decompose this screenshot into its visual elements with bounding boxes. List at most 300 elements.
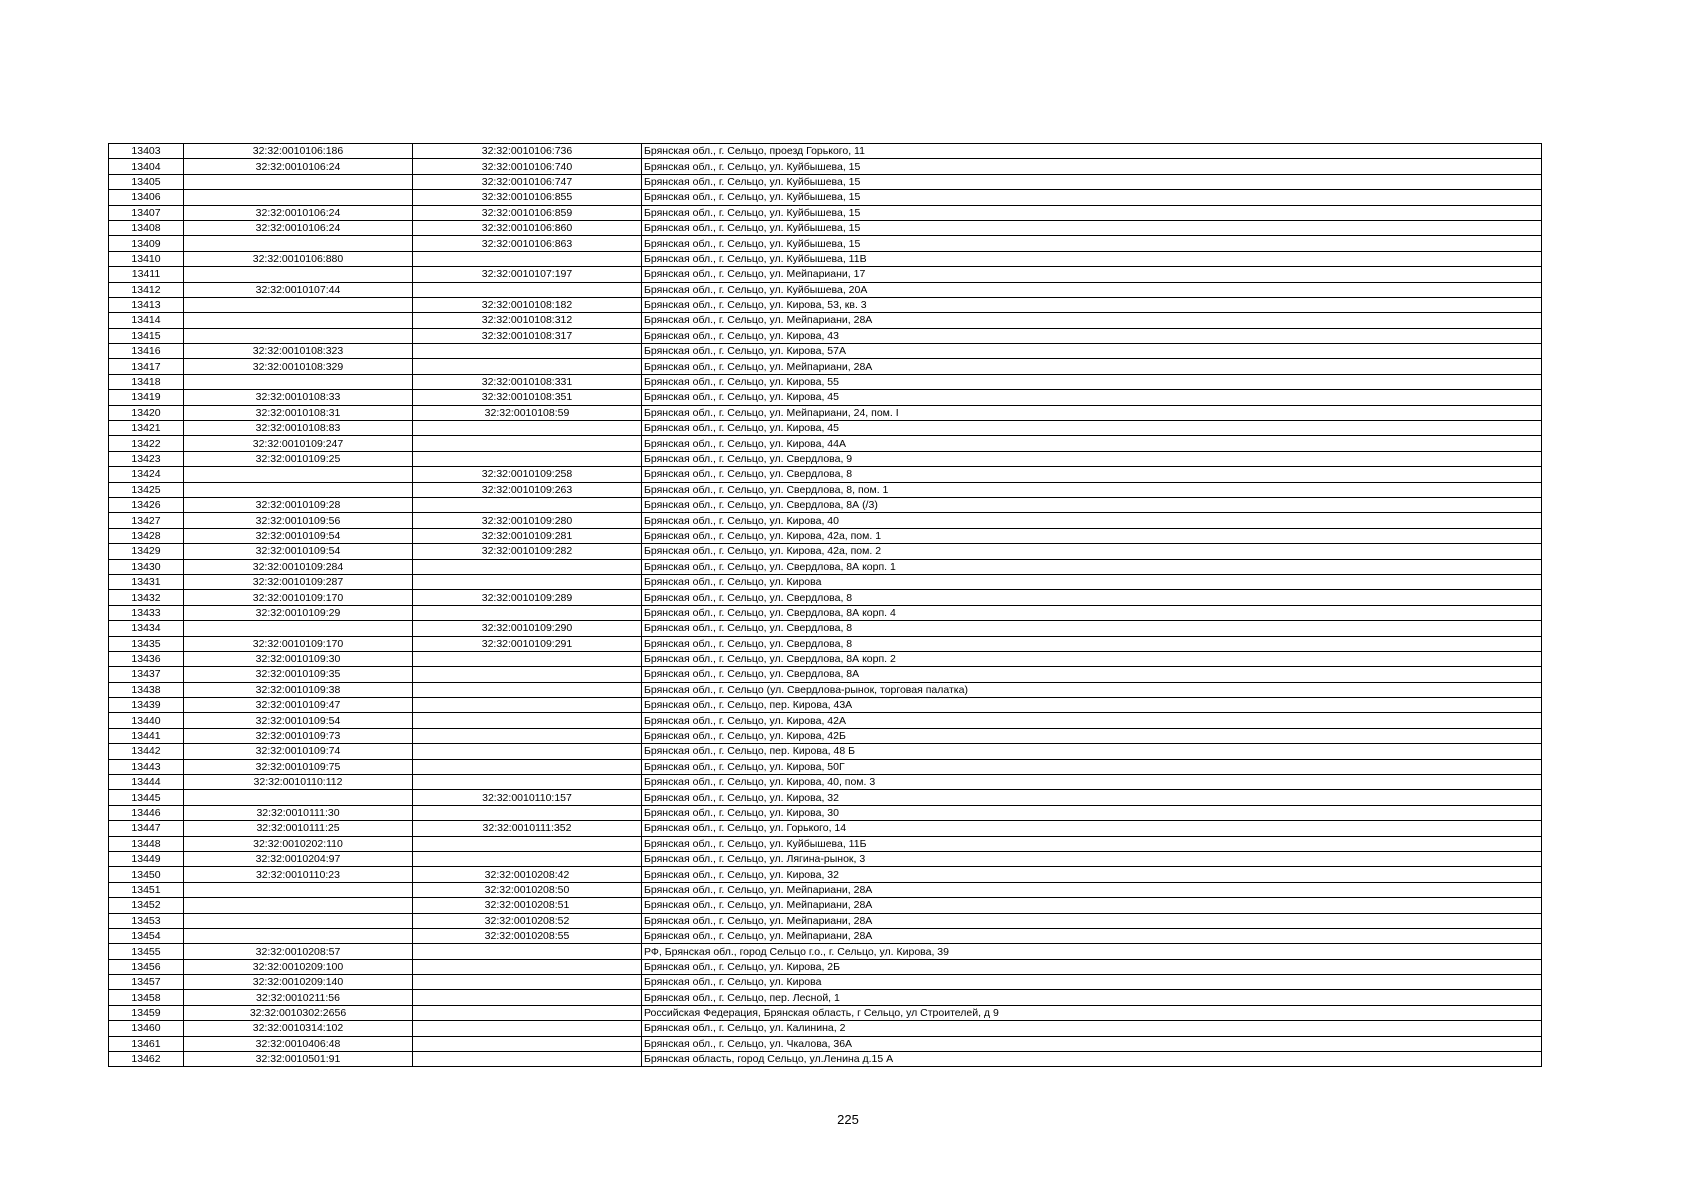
related-cadastral-number-cell: 32:32:0010208:51 [413,898,642,913]
address-cell: Брянская обл., г. Сельцо, ул. Куйбышева, 15 [642,236,1542,251]
table-row [109,482,1542,497]
address-cell: Брянская обл., г. Сельцо, ул. Кирова, 55 [642,374,1542,389]
related-cadastral-number-cell: 32:32:0010109:258 [413,467,642,482]
address-cell: Брянская обл., г. Сельцо, ул. Куйбышева, 11Б [642,836,1542,851]
row-number-cell: 13461 [109,1036,184,1051]
related-cadastral-number-cell: 32:32:0010108:182 [413,297,642,312]
table-row [109,867,1542,882]
table-row [109,205,1542,220]
address-cell: Брянская обл., г. Сельцо, ул. Свердлова, 8 [642,621,1542,636]
row-number-cell: 13445 [109,790,184,805]
row-number-cell: 13420 [109,405,184,420]
address-cell: Брянская обл., г. Сельцо, ул. Куйбышева, 15 [642,190,1542,205]
table-row [109,451,1542,466]
table-row [109,159,1542,174]
row-number-cell: 13448 [109,836,184,851]
row-number-cell: 13459 [109,1005,184,1020]
row-number-cell: 13412 [109,282,184,297]
address-cell: Брянская обл., г. Сельцо, ул. Мейпариани, 24, пом. I [642,405,1542,420]
cadastral-number-cell: 32:32:0010109:284 [184,559,413,574]
related-cadastral-number-cell: 32:32:0010208:55 [413,928,642,943]
address-cell: Брянская обл., г. Сельцо, пер. Кирова, 48 Б [642,744,1542,759]
table-row [109,759,1542,774]
related-cadastral-number-cell: 32:32:0010108:317 [413,328,642,343]
related-cadastral-number-cell: 32:32:0010109:282 [413,544,642,559]
related-cadastral-number-cell [413,944,642,959]
row-number-cell: 13436 [109,651,184,666]
cadastral-number-cell: 32:32:0010109:75 [184,759,413,774]
address-cell: Российская Федерация, Брянская область, г Сельцо, ул Строителей, д 9 [642,1005,1542,1020]
cadastral-number-cell: 32:32:0010109:54 [184,528,413,543]
cadastral-number-cell: 32:32:0010111:25 [184,821,413,836]
address-cell: Брянская обл., г. Сельцо, ул. Свердлова, 8А корп. 4 [642,605,1542,620]
cadastral-number-cell: 32:32:0010501:91 [184,1052,413,1067]
row-number-cell: 13411 [109,267,184,282]
cadastral-number-cell [184,790,413,805]
address-cell: Брянская обл., г. Сельцо, ул. Куйбышева, 20А [642,282,1542,297]
cadastral-number-cell [184,482,413,497]
address-cell: Брянская обл., г. Сельцо, ул. Кирова, 45 [642,390,1542,405]
related-cadastral-number-cell: 32:32:0010106:863 [413,236,642,251]
related-cadastral-number-cell: 32:32:0010110:157 [413,790,642,805]
cadastral-number-cell: 32:32:0010109:35 [184,667,413,682]
row-number-cell: 13455 [109,944,184,959]
row-number-cell: 13423 [109,451,184,466]
address-cell: Брянская обл., г. Сельцо, ул. Свердлова, 8 [642,590,1542,605]
row-number-cell: 13442 [109,744,184,759]
table-row [109,574,1542,589]
row-number-cell: 13429 [109,544,184,559]
row-number-cell: 13453 [109,913,184,928]
row-number-cell: 13404 [109,159,184,174]
table-row [109,220,1542,235]
table-row [109,805,1542,820]
table-row [109,1021,1542,1036]
address-cell: Брянская обл., г. Сельцо, ул. Свердлова, 8А корп. 1 [642,559,1542,574]
row-number-cell: 13434 [109,621,184,636]
address-cell: Брянская обл., г. Сельцо, ул. Свердлова, 8, пом. 1 [642,482,1542,497]
related-cadastral-number-cell: 32:32:0010106:859 [413,205,642,220]
address-cell: Брянская обл., г. Сельцо, ул. Свердлова, 8 [642,467,1542,482]
cadastral-number-cell: 32:32:0010110:112 [184,775,413,790]
related-cadastral-number-cell [413,436,642,451]
cadastral-number-cell: 32:32:0010106:186 [184,144,413,159]
address-cell: Брянская обл., г. Сельцо, ул. Кирова, 42А [642,713,1542,728]
table-row [109,344,1542,359]
related-cadastral-number-cell [413,682,642,697]
table-row [109,467,1542,482]
address-cell: Брянская обл., г. Сельцо, ул. Кирова [642,574,1542,589]
address-cell: Брянская обл., г. Сельцо, ул. Мейпариани, 28А [642,928,1542,943]
address-cell: Брянская обл., г. Сельцо, ул. Мейпариани, 28А [642,913,1542,928]
related-cadastral-number-cell [413,728,642,743]
table-row [109,790,1542,805]
row-number-cell: 13446 [109,805,184,820]
address-cell: Брянская обл., г. Сельцо, ул. Кирова [642,975,1542,990]
table-row [109,698,1542,713]
table-row [109,1052,1542,1067]
cadastral-number-cell: 32:32:0010109:247 [184,436,413,451]
table-row [109,621,1542,636]
table-row [109,821,1542,836]
cadastral-number-cell: 32:32:0010108:329 [184,359,413,374]
address-cell: Брянская обл., г. Сельцо, ул. Мейпариани, 28А [642,882,1542,897]
row-number-cell: 13427 [109,513,184,528]
address-cell: Брянская обл., г. Сельцо, ул. Мейпариани, 28А [642,359,1542,374]
related-cadastral-number-cell: 32:32:0010208:42 [413,867,642,882]
table-row [109,744,1542,759]
related-cadastral-number-cell [413,744,642,759]
table-row [109,251,1542,266]
address-cell: Брянская обл., г. Сельцо, ул. Кирова, 2Б [642,959,1542,974]
table-row [109,513,1542,528]
row-number-cell: 13438 [109,682,184,697]
related-cadastral-number-cell [413,713,642,728]
cadastral-number-cell: 32:32:0010209:140 [184,975,413,990]
cadastral-number-cell [184,267,413,282]
cadastral-number-cell: 32:32:0010108:323 [184,344,413,359]
page-number: 225 [837,1112,859,1127]
related-cadastral-number-cell [413,1036,642,1051]
related-cadastral-number-cell: 32:32:0010108:59 [413,405,642,420]
related-cadastral-number-cell [413,605,642,620]
address-cell: Брянская обл., г. Сельцо, ул. Куйбышева, 15 [642,159,1542,174]
related-cadastral-number-cell [413,1052,642,1067]
related-cadastral-number-cell [413,975,642,990]
cadastral-number-cell: 32:32:0010109:54 [184,713,413,728]
related-cadastral-number-cell: 32:32:0010108:331 [413,374,642,389]
address-cell: Брянская обл., г. Сельцо, ул. Калинина, 2 [642,1021,1542,1036]
related-cadastral-number-cell [413,497,642,512]
row-number-cell: 13418 [109,374,184,389]
table-row [109,990,1542,1005]
address-cell: Брянская обл., г. Сельцо, ул. Кирова, 42а, пом. 2 [642,544,1542,559]
cadastral-number-cell: 32:32:0010107:44 [184,282,413,297]
row-number-cell: 13422 [109,436,184,451]
address-cell: Брянская обл., г. Сельцо, ул. Чкалова, 36А [642,1036,1542,1051]
address-cell: Брянская обл., г. Сельцо, ул. Кирова, 32 [642,790,1542,805]
cadastral-number-cell: 32:32:0010109:38 [184,682,413,697]
row-number-cell: 13462 [109,1052,184,1067]
row-number-cell: 13458 [109,990,184,1005]
cadastral-number-cell: 32:32:0010106:880 [184,251,413,266]
table-row [109,421,1542,436]
table-row [109,190,1542,205]
related-cadastral-number-cell: 32:32:0010109:290 [413,621,642,636]
cadastral-number-cell: 32:32:0010109:73 [184,728,413,743]
table-row [109,313,1542,328]
table-row [109,559,1542,574]
related-cadastral-number-cell [413,836,642,851]
cadastral-number-cell: 32:32:0010302:2656 [184,1005,413,1020]
related-cadastral-number-cell: 32:32:0010106:747 [413,174,642,189]
table-row [109,267,1542,282]
table-row [109,928,1542,943]
related-cadastral-number-cell [413,698,642,713]
registry-table [108,143,1542,1067]
row-number-cell: 13430 [109,559,184,574]
address-cell: Брянская обл., г. Сельцо, ул. Свердлова, 8А корп. 2 [642,651,1542,666]
row-number-cell: 13440 [109,713,184,728]
address-cell: Брянская обл., г. Сельцо, проезд Горького, 11 [642,144,1542,159]
cadastral-number-cell: 32:32:0010110:23 [184,867,413,882]
row-number-cell: 13406 [109,190,184,205]
cadastral-number-cell [184,236,413,251]
row-number-cell: 13454 [109,928,184,943]
cadastral-number-cell: 32:32:0010211:56 [184,990,413,1005]
table-row [109,775,1542,790]
cadastral-number-cell: 32:32:0010109:25 [184,451,413,466]
cadastral-number-cell [184,467,413,482]
related-cadastral-number-cell: 32:32:0010106:740 [413,159,642,174]
table-row [109,282,1542,297]
table-row [109,959,1542,974]
cadastral-number-cell [184,913,413,928]
row-number-cell: 13431 [109,574,184,589]
cadastral-number-cell: 32:32:0010202:110 [184,836,413,851]
related-cadastral-number-cell [413,667,642,682]
cadastral-number-cell [184,898,413,913]
address-cell: Брянская обл., г. Сельцо, ул. Кирова, 53, кв. 3 [642,297,1542,312]
address-cell: Брянская обл., г. Сельцо, ул. Кирова, 57А [642,344,1542,359]
address-cell: Брянская обл., г. Сельцо, ул. Кирова, 43 [642,328,1542,343]
related-cadastral-number-cell [413,282,642,297]
related-cadastral-number-cell: 32:32:0010108:351 [413,390,642,405]
table-row [109,944,1542,959]
related-cadastral-number-cell [413,759,642,774]
address-cell: Брянская обл., г. Сельцо, ул. Куйбышева, 15 [642,174,1542,189]
related-cadastral-number-cell: 32:32:0010106:736 [413,144,642,159]
related-cadastral-number-cell [413,451,642,466]
address-cell: Брянская обл., г. Сельцо, пер. Кирова, 43А [642,698,1542,713]
related-cadastral-number-cell: 32:32:0010109:280 [413,513,642,528]
related-cadastral-number-cell [413,959,642,974]
row-number-cell: 13421 [109,421,184,436]
address-cell: Брянская обл., г. Сельцо, ул. Кирова, 44А [642,436,1542,451]
cadastral-number-cell: 32:32:0010111:30 [184,805,413,820]
row-number-cell: 13460 [109,1021,184,1036]
related-cadastral-number-cell [413,1005,642,1020]
cadastral-number-cell: 32:32:0010208:57 [184,944,413,959]
table-row [109,436,1542,451]
row-number-cell: 13413 [109,297,184,312]
row-number-cell: 13414 [109,313,184,328]
cadastral-number-cell [184,621,413,636]
address-cell: Брянская обл., г. Сельцо, ул. Куйбышева, 15 [642,220,1542,235]
row-number-cell: 13449 [109,851,184,866]
table-row [109,544,1542,559]
table-row [109,851,1542,866]
address-cell: Брянская обл., г. Сельцо, ул. Горького, 14 [642,821,1542,836]
row-number-cell: 13443 [109,759,184,774]
table-row [109,405,1542,420]
cadastral-number-cell [184,297,413,312]
row-number-cell: 13432 [109,590,184,605]
row-number-cell: 13403 [109,144,184,159]
cadastral-number-cell: 32:32:0010106:24 [184,205,413,220]
row-number-cell: 13439 [109,698,184,713]
address-cell: Брянская обл., г. Сельцо, ул. Кирова, 32 [642,867,1542,882]
related-cadastral-number-cell: 32:32:0010106:860 [413,220,642,235]
cadastral-number-cell: 32:32:0010109:170 [184,590,413,605]
row-number-cell: 13409 [109,236,184,251]
cadastral-number-cell: 32:32:0010108:31 [184,405,413,420]
related-cadastral-number-cell: 32:32:0010107:197 [413,267,642,282]
related-cadastral-number-cell [413,651,642,666]
table-row [109,328,1542,343]
cadastral-number-cell: 32:32:0010109:56 [184,513,413,528]
address-cell: Брянская обл., г. Сельцо, ул. Кирова, 40 [642,513,1542,528]
address-cell: Брянская обл., г. Сельцо, ул. Кирова, 50Г [642,759,1542,774]
cadastral-number-cell: 32:32:0010106:24 [184,159,413,174]
table-row [109,1005,1542,1020]
table-row [109,667,1542,682]
cadastral-number-cell: 32:32:0010314:102 [184,1021,413,1036]
row-number-cell: 13451 [109,882,184,897]
address-cell: Брянская обл., г. Сельцо, ул. Мейпариани, 17 [642,267,1542,282]
table-row [109,975,1542,990]
row-number-cell: 13415 [109,328,184,343]
row-number-cell: 13457 [109,975,184,990]
cadastral-number-cell: 32:32:0010109:170 [184,636,413,651]
related-cadastral-number-cell: 32:32:0010208:52 [413,913,642,928]
cadastral-number-cell [184,928,413,943]
cadastral-number-cell: 32:32:0010108:33 [184,390,413,405]
table-row [109,144,1542,159]
table-row [109,898,1542,913]
address-cell: Брянская обл., г. Сельцо, ул. Свердлова, 9 [642,451,1542,466]
row-number-cell: 13424 [109,467,184,482]
address-cell: Брянская обл., г. Сельцо, ул. Мейпариани, 28А [642,898,1542,913]
related-cadastral-number-cell [413,574,642,589]
cadastral-number-cell: 32:32:0010106:24 [184,220,413,235]
related-cadastral-number-cell: 32:32:0010106:855 [413,190,642,205]
row-number-cell: 13447 [109,821,184,836]
row-number-cell: 13452 [109,898,184,913]
related-cadastral-number-cell: 32:32:0010109:289 [413,590,642,605]
related-cadastral-number-cell [413,421,642,436]
row-number-cell: 13419 [109,390,184,405]
cadastral-number-cell: 32:32:0010209:100 [184,959,413,974]
table-row [109,605,1542,620]
registry-table-body [109,144,1542,1067]
table-row [109,882,1542,897]
related-cadastral-number-cell: 32:32:0010109:263 [413,482,642,497]
row-number-cell: 13426 [109,497,184,512]
row-number-cell: 13428 [109,528,184,543]
row-number-cell: 13425 [109,482,184,497]
related-cadastral-number-cell: 32:32:0010111:352 [413,821,642,836]
related-cadastral-number-cell [413,990,642,1005]
cadastral-number-cell: 32:32:0010109:28 [184,497,413,512]
table-row [109,590,1542,605]
cadastral-number-cell: 32:32:0010204:97 [184,851,413,866]
cadastral-number-cell: 32:32:0010109:47 [184,698,413,713]
related-cadastral-number-cell: 32:32:0010109:281 [413,528,642,543]
address-cell: Брянская обл., г. Сельцо (ул. Свердлова-рынок, торговая палатка) [642,682,1542,697]
related-cadastral-number-cell [413,251,642,266]
address-cell: Брянская обл., г. Сельцо, ул. Свердлова, 8 [642,636,1542,651]
address-cell: Брянская обл., г. Сельцо, ул. Мейпариани, 28А [642,313,1542,328]
table-row [109,1036,1542,1051]
row-number-cell: 13441 [109,728,184,743]
table-row [109,174,1542,189]
row-number-cell: 13437 [109,667,184,682]
row-number-cell: 13405 [109,174,184,189]
address-cell: Брянская обл., г. Сельцо, пер. Лесной, 1 [642,990,1542,1005]
row-number-cell: 13416 [109,344,184,359]
row-number-cell: 13433 [109,605,184,620]
cadastral-number-cell: 32:32:0010109:30 [184,651,413,666]
row-number-cell: 13450 [109,867,184,882]
table-row [109,390,1542,405]
cadastral-number-cell: 32:32:0010109:287 [184,574,413,589]
related-cadastral-number-cell [413,359,642,374]
cadastral-number-cell [184,174,413,189]
table-row [109,728,1542,743]
table-row [109,682,1542,697]
related-cadastral-number-cell: 32:32:0010108:312 [413,313,642,328]
related-cadastral-number-cell [413,851,642,866]
table-row [109,651,1542,666]
table-row [109,836,1542,851]
related-cadastral-number-cell [413,1021,642,1036]
related-cadastral-number-cell [413,805,642,820]
cadastral-number-cell [184,882,413,897]
address-cell: Брянская обл., г. Сельцо, ул. Кирова, 30 [642,805,1542,820]
table-row [109,236,1542,251]
row-number-cell: 13444 [109,775,184,790]
row-number-cell: 13408 [109,220,184,235]
cadastral-number-cell [184,328,413,343]
table-row [109,374,1542,389]
row-number-cell: 13407 [109,205,184,220]
table-row [109,297,1542,312]
cadastral-number-cell [184,190,413,205]
cadastral-number-cell [184,313,413,328]
address-cell: Брянская обл., г. Сельцо, ул. Куйбышева, 15 [642,205,1542,220]
address-cell: Брянская обл., г. Сельцо, ул. Куйбышева, 11В [642,251,1542,266]
address-cell: Брянская область, город Сельцо, ул.Ленина д.15 А [642,1052,1542,1067]
related-cadastral-number-cell: 32:32:0010208:50 [413,882,642,897]
table-row [109,636,1542,651]
address-cell: Брянская обл., г. Сельцо, ул. Кирова, 40, пом. 3 [642,775,1542,790]
table-row [109,497,1542,512]
address-cell: РФ, Брянская обл., город Сельцо г.о., г. Сельцо, ул. Кирова, 39 [642,944,1542,959]
address-cell: Брянская обл., г. Сельцо, ул. Свердлова, 8А [642,667,1542,682]
cadastral-number-cell: 32:32:0010109:74 [184,744,413,759]
row-number-cell: 13410 [109,251,184,266]
table-row [109,528,1542,543]
cadastral-number-cell: 32:32:0010108:83 [184,421,413,436]
address-cell: Брянская обл., г. Сельцо, ул. Лягина-рынок, 3 [642,851,1542,866]
related-cadastral-number-cell: 32:32:0010109:291 [413,636,642,651]
cadastral-number-cell: 32:32:0010109:29 [184,605,413,620]
address-cell: Брянская обл., г. Сельцо, ул. Кирова, 45 [642,421,1542,436]
table-row [109,713,1542,728]
related-cadastral-number-cell [413,344,642,359]
cadastral-number-cell: 32:32:0010109:54 [184,544,413,559]
address-cell: Брянская обл., г. Сельцо, ул. Свердлова, 8А (/3) [642,497,1542,512]
row-number-cell: 13417 [109,359,184,374]
related-cadastral-number-cell [413,559,642,574]
related-cadastral-number-cell [413,775,642,790]
table-row [109,359,1542,374]
table-row [109,913,1542,928]
address-cell: Брянская обл., г. Сельцо, ул. Кирова, 42а, пом. 1 [642,528,1542,543]
row-number-cell: 13435 [109,636,184,651]
address-cell: Брянская обл., г. Сельцо, ул. Кирова, 42Б [642,728,1542,743]
